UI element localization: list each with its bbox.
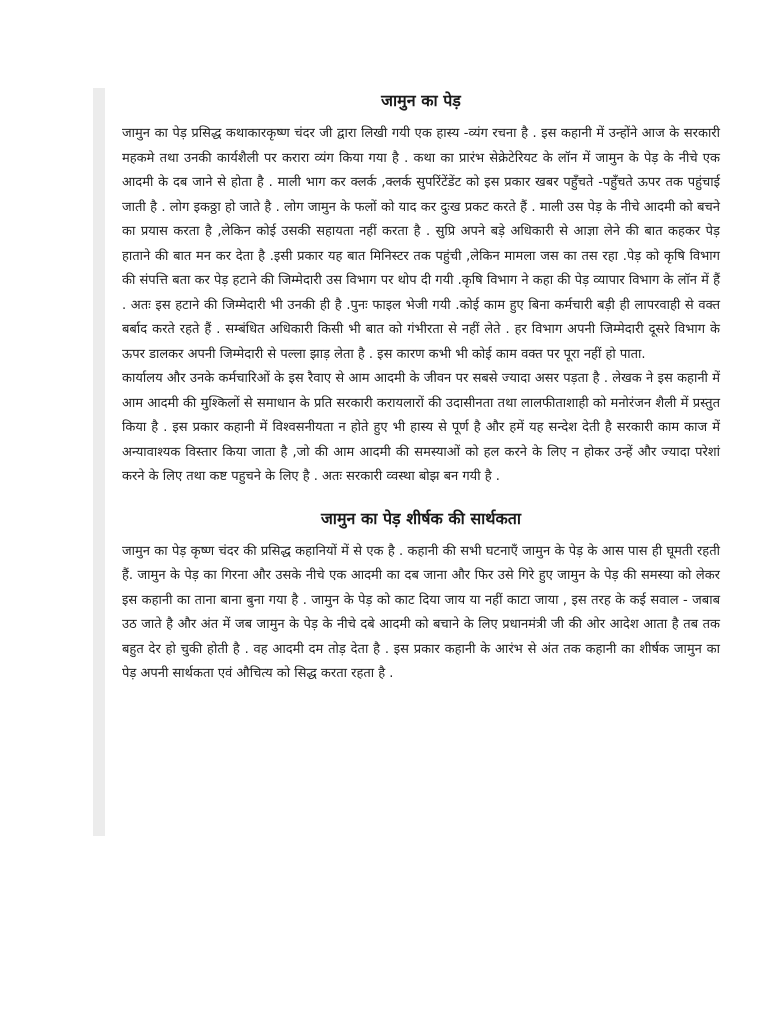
page-margin-bar	[93, 88, 105, 836]
document-title: जामुन का पेड़	[381, 91, 461, 110]
section-title-title-relevance: जामुन का पेड़ शीर्षक की सार्थकता	[320, 508, 522, 528]
paragraph-story-summary: जामुन का पेड़ प्रसिद्ध कथाकारकृष्ण चंदर जी द्वारा लिखी गयी एक हास्य -व्यंग रचना है . इस कहानी में उन्होंने आज के सरकारी महकमे तथा उनकी कार्यशैली पर करारा व्यंग किया गया है . कथा का प्रारंभ सेक्रेटेरियट के लॉन में जामुन के पेड़ के नीचे एक आदमी के दब जाने से होता है . माली भाग कर क्लर्क ,क्लर्क सुपरिंटेंडेंट को इस प्रकार खबर पहुँचते -पहुँचते ऊपर तक पहुंचाई जाती है . लोग इकठ्ठा हो जाते है . लोग जामुन के फलों को याद कर दुःख प्रकट करते हैं . माली उस पेड़ के नीचे आदमी को बचने का प्रयास करता है ,लेकिन कोई उसकी सहायता नहीं करता है . सुप्रि अपने बड़े अधिकारी से आज्ञा लेने की बात कहकर पेड़ हाताने की बात मन कर देता है .इसी प्रकार यह बात मिनिस्टर तक पहुंची ,लेकिन मामला जस का तस रहा .पेड़ को कृषि विभाग की संपत्ति बता कर पेड़ हटाने की जिम्मेदारी उस विभाग पर थोप दी गयी .कृषि विभाग ने कहा की पेड़ व्यापार विभाग के लॉन में हैं . अतः इस हटाने की जिम्मेदारी भी उनकी ही है .पुनः फाइल भेजी गयी .कोई काम हुए बिना कर्मचारी बड़ी ही लापरवाही से वक्त बर्बाद करते रहते हैं . सम्बंधित अधिकारी किसी भी बात को गंभीरता से नहीं लेते . हर विभाग अपनी जिम्मेदारी दूसरे विभाग के ऊपर डालकर अपनी जिम्मेदारी से पल्ला झाड़ लेता है . इस कारण कभी भी कोई काम वक्त पर पूरा नहीं हो पाता.	[122, 126, 720, 362]
paragraph-story-message: कार्यालय और उनके कर्मचारिओं के इस रैवाए से आम आदमी के जीवन पर सबसे ज्यादा असर पड़ता है . लेखक ने इस कहानी में आम आदमी की मुश्किलों से समाधान के प्रति सरकारी करायलारों की उदासीनता तथा लालफीताशाही को मनोरंजन शैली में प्रस्तुत किया है . इस प्रकार कहानी में विश्वसनीयता न होते हुए भी हास्य से पूर्ण है और हमें यह सन्देश देती है सरकारी काम काज में अन्यावाश्यक विस्तार किया जाता है ,जो की आम आदमी की समस्याओं को हल करने के लिए न होकर उन्हें और ज्यादा परेशां करने के लिए तथा कष्ट पहुचने के लिए है . अतः सरकारी व्वस्था बोझ बन गयी है .	[122, 371, 720, 484]
paragraph-title-relevance: जामुन का पेड़ कृष्ण चंदर की प्रसिद्ध कहानियों में से एक है . कहानी की सभी घटनाएँ जामुन के पेड़ के आस पास ही घूमती रहती हैं. जामुन के पेड़ का गिरना और उसके नीचे एक आदमी का दब जाना और फिर उसे गिरे हुए जामुन के पेड़ की समस्या को लेकर इस कहानी का ताना बाना बुना गया है . जामुन के पेड़ को काट दिया जाय या नहीं काटा जाया , इस तरह के कई सवाल - जबाब उठ जाते है और अंत में जब जामुन के पेड़ के नीचे दबे आदमी को बचाने के लिए प्रधानमंत्री जी की ओर आदेश आता है तब तक बहुत देर हो चुकी होती है . वह आदमी दम तोड़ देता है . इस प्रकार कहानी के आरंभ से अंत तक कहानी का शीर्षक जामुन का पेड़ अपनी सार्थकता एवं औचित्य को सिद्ध करता रहता है .	[122, 543, 720, 681]
document-body	[122, 88, 720, 687]
